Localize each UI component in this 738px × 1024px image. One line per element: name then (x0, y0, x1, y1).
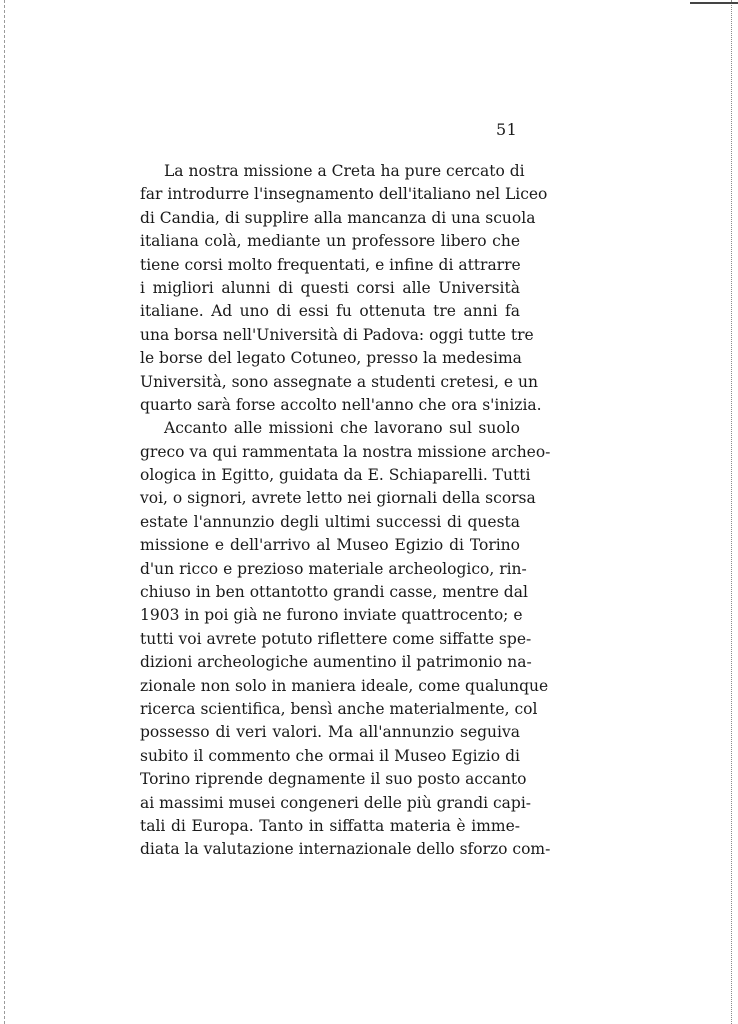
scan-edge-right (731, 0, 732, 1024)
text-line: La nostra missione a Creta ha pure cercato di (164, 162, 525, 180)
text-line: chiuso in ben ottantotto grandi casse, mentre dal (140, 583, 528, 602)
text-line: missione e dell'arrivo al Museo Egizio di Torino (140, 536, 520, 555)
text-line: Accanto alle missioni che lavorano sul suolo (164, 419, 520, 438)
text-line: diata la valutazione internazionale dello sforzo com- (140, 840, 551, 859)
text-line: Università, sono assegnate a studenti cretesi, e un (140, 372, 538, 391)
text-line: tali di Europa. Tanto in siffatta materia è imme- (140, 816, 520, 835)
text-line: quarto sarà forse accolto nell'anno che ora s'inizia. (140, 395, 542, 414)
scan-edge-left (4, 0, 5, 1024)
text-line: italiane. Ad uno di essi fu ottenuta tre anni fa (140, 302, 520, 321)
scan-edge-top (690, 2, 738, 4)
text-line: le borse del legato Cotuneo, presso la medesima (140, 349, 522, 368)
text-line: ologica in Egitto, guidata da E. Schiaparelli. Tutti (140, 466, 531, 485)
text-line: tutti voi avrete potuto riflettere come siffatte spe- (140, 629, 532, 648)
text-line: d'un ricco e prezioso materiale archeologico, rin- (140, 559, 527, 578)
text-line: estate l'annunzio degli ultimi successi di questa (140, 512, 520, 531)
text-line: possesso di veri valori. Ma all'annunzio seguiva (140, 723, 520, 742)
text-line: Torino riprende degnamente il suo posto accanto (140, 770, 527, 789)
text-line: far introdurre l'insegnamento dell'italiano nel Liceo (140, 185, 548, 204)
text-line: i migliori alunni di questi corsi alle Università (140, 278, 520, 297)
text-line: 1903 in poi già ne furono inviate quattrocento; e (140, 606, 523, 625)
text-line: ricerca scientifica, bensì anche materialmente, col (140, 699, 538, 718)
text-line: zionale non solo in maniera ideale, come qualunque (140, 676, 549, 695)
body-text (140, 160, 551, 862)
text-line: tiene corsi molto frequentati, e infine di attrarre (140, 255, 521, 274)
text-line: dizioni archeologiche aumentino il patrimonio na- (140, 653, 532, 672)
text-line: di Candia, di supplire alla mancanza di una scuola (140, 208, 536, 227)
text-line: greco va qui rammentata la nostra missione archeo- (140, 442, 551, 461)
text-line: ai massimi musei congeneri delle più grandi capi- (140, 793, 532, 812)
page-number: 51 (496, 120, 518, 139)
text-line: voi, o signori, avrete letto nei giornali della scorsa (140, 489, 536, 508)
text-line: italiana colà, mediante un professore libero che (140, 232, 520, 251)
text-line: una borsa nell'Università di Padova: oggi tutte tre (140, 325, 534, 344)
text-line: subito il commento che ormai il Museo Egizio di (140, 746, 520, 765)
